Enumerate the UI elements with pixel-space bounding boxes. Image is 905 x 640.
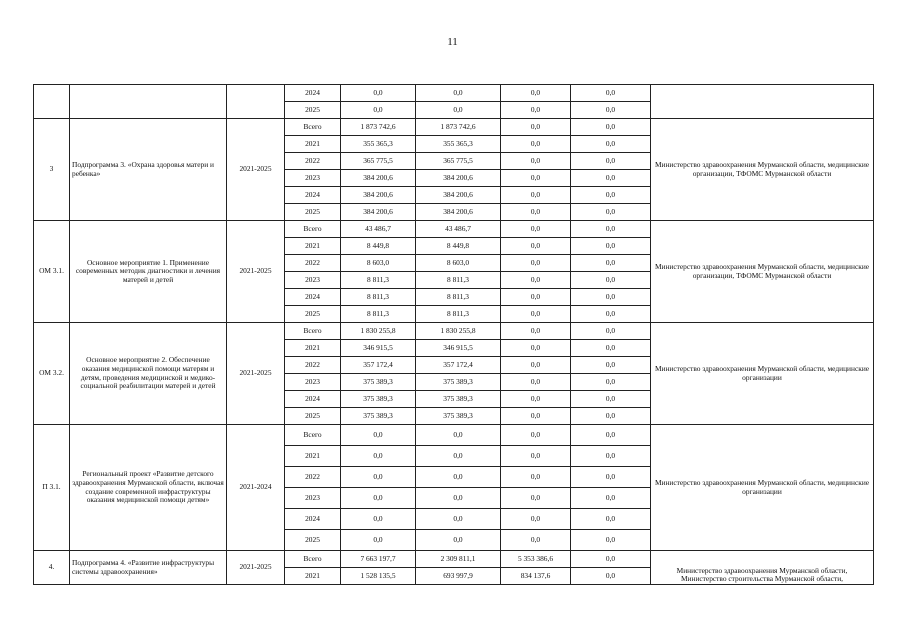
budget-table	[33, 84, 874, 585]
total-cell: 375 389,3	[341, 374, 416, 391]
code-cell: 3	[34, 119, 70, 221]
regional-cell: 357 172,4	[416, 357, 501, 374]
regional-cell: 384 200,6	[416, 170, 501, 187]
federal-cell: 0,0	[501, 509, 571, 530]
total-cell: 1 873 742,6	[341, 119, 416, 136]
other-cell: 0,0	[571, 551, 651, 568]
total-cell: 0,0	[341, 530, 416, 551]
regional-cell: 375 389,3	[416, 374, 501, 391]
regional-cell: 2 309 811,1	[416, 551, 501, 568]
federal-cell: 0,0	[501, 289, 571, 306]
other-cell: 0,0	[571, 488, 651, 509]
regional-cell: 384 200,6	[416, 187, 501, 204]
total-cell: 375 389,3	[341, 391, 416, 408]
total-cell: 0,0	[341, 85, 416, 102]
other-cell: 0,0	[571, 530, 651, 551]
year-cell: 2021	[285, 340, 341, 357]
code-cell: П 3.1.	[34, 425, 70, 551]
other-cell: 0,0	[571, 467, 651, 488]
year-cell: Всего	[285, 425, 341, 446]
total-cell: 375 389,3	[341, 408, 416, 425]
total-cell: 0,0	[341, 488, 416, 509]
table-row	[34, 85, 874, 102]
other-cell: 0,0	[571, 119, 651, 136]
regional-cell: 365 775,5	[416, 153, 501, 170]
total-cell: 0,0	[341, 446, 416, 467]
table-row	[34, 221, 874, 238]
year-cell: 2024	[285, 391, 341, 408]
regional-cell: 8 603,0	[416, 255, 501, 272]
regional-cell: 1 830 255,8	[416, 323, 501, 340]
total-cell: 355 365,3	[341, 136, 416, 153]
federal-cell: 0,0	[501, 170, 571, 187]
code-cell	[34, 85, 70, 119]
year-cell: 2025	[285, 102, 341, 119]
executor-cell: Министерство здравоохранения Мурманской области, медицинские организации, ТФОМС Мурманской области	[651, 119, 874, 221]
other-cell: 0,0	[571, 568, 651, 585]
name-cell: Основное мероприятие 1. Применение современных методик диагностики и лечения матерей и детей	[70, 221, 227, 323]
regional-cell: 0,0	[416, 425, 501, 446]
total-cell: 0,0	[341, 102, 416, 119]
federal-cell: 834 137,6	[501, 568, 571, 585]
other-cell: 0,0	[571, 272, 651, 289]
total-cell: 1 528 135,5	[341, 568, 416, 585]
name-cell: Основное мероприятие 2. Обеспечение оказания медицинской помощи матерям и детям, проведения медицинской и медико-социальной реабилитации матерей и детей	[70, 323, 227, 425]
year-cell: 2021	[285, 568, 341, 585]
other-cell: 0,0	[571, 255, 651, 272]
other-cell: 0,0	[571, 340, 651, 357]
total-cell: 8 449,8	[341, 238, 416, 255]
code-cell: ОМ 3.1.	[34, 221, 70, 323]
other-cell: 0,0	[571, 153, 651, 170]
total-cell: 8 603,0	[341, 255, 416, 272]
total-cell: 0,0	[341, 467, 416, 488]
year-cell: 2025	[285, 408, 341, 425]
executor-cell: Министерство здравоохранения Мурманской области, медицинские организации, ТФОМС Мурманской области	[651, 221, 874, 323]
executor-cell: Министерство здравоохранения Мурманской области, Министерство строительства Мурманской области,	[651, 551, 874, 585]
federal-cell: 0,0	[501, 221, 571, 238]
other-cell: 0,0	[571, 289, 651, 306]
federal-cell: 0,0	[501, 391, 571, 408]
regional-cell: 1 873 742,6	[416, 119, 501, 136]
regional-cell: 375 389,3	[416, 391, 501, 408]
federal-cell: 0,0	[501, 102, 571, 119]
federal-cell: 5 353 386,6	[501, 551, 571, 568]
page-number: 11	[447, 36, 458, 48]
other-cell: 0,0	[571, 357, 651, 374]
regional-cell: 0,0	[416, 85, 501, 102]
regional-cell: 8 449,8	[416, 238, 501, 255]
period-cell: 2021-2025	[227, 221, 285, 323]
regional-cell: 43 486,7	[416, 221, 501, 238]
name-cell: Региональный проект «Развитие детского здравоохранения Мурманской области, включая создание современной инфраструктуры оказания медицинской помощи детям»	[70, 425, 227, 551]
year-cell: 2023	[285, 374, 341, 391]
other-cell: 0,0	[571, 170, 651, 187]
period-cell: 2021-2025	[227, 551, 285, 585]
federal-cell: 0,0	[501, 446, 571, 467]
year-cell: 2024	[285, 289, 341, 306]
executor-cell: Министерство здравоохранения Мурманской области, медицинские организации	[651, 323, 874, 425]
other-cell: 0,0	[571, 425, 651, 446]
federal-cell: 0,0	[501, 408, 571, 425]
period-cell: 2021-2024	[227, 425, 285, 551]
federal-cell: 0,0	[501, 238, 571, 255]
total-cell: 43 486,7	[341, 221, 416, 238]
table-row	[34, 323, 874, 340]
federal-cell: 0,0	[501, 204, 571, 221]
regional-cell: 355 365,3	[416, 136, 501, 153]
table-row	[34, 551, 874, 568]
year-cell: Всего	[285, 221, 341, 238]
total-cell: 1 830 255,8	[341, 323, 416, 340]
year-cell: 2023	[285, 272, 341, 289]
other-cell: 0,0	[571, 204, 651, 221]
other-cell: 0,0	[571, 306, 651, 323]
federal-cell: 0,0	[501, 119, 571, 136]
table-row	[34, 119, 874, 136]
federal-cell: 0,0	[501, 255, 571, 272]
regional-cell: 0,0	[416, 467, 501, 488]
regional-cell: 0,0	[416, 509, 501, 530]
other-cell: 0,0	[571, 408, 651, 425]
other-cell: 0,0	[571, 187, 651, 204]
year-cell: Всего	[285, 323, 341, 340]
federal-cell: 0,0	[501, 467, 571, 488]
year-cell: 2024	[285, 509, 341, 530]
period-cell: 2021-2025	[227, 323, 285, 425]
name-cell: Подпрограмма 3. «Охрана здоровья матери и ребенка»	[70, 119, 227, 221]
regional-cell: 0,0	[416, 446, 501, 467]
total-cell: 384 200,6	[341, 187, 416, 204]
federal-cell: 0,0	[501, 357, 571, 374]
other-cell: 0,0	[571, 374, 651, 391]
year-cell: 2022	[285, 467, 341, 488]
period-cell	[227, 85, 285, 119]
code-cell: ОМ 3.2.	[34, 323, 70, 425]
total-cell: 8 811,3	[341, 289, 416, 306]
total-cell: 384 200,6	[341, 204, 416, 221]
regional-cell: 0,0	[416, 102, 501, 119]
federal-cell: 0,0	[501, 323, 571, 340]
federal-cell: 0,0	[501, 374, 571, 391]
regional-cell: 8 811,3	[416, 272, 501, 289]
federal-cell: 0,0	[501, 85, 571, 102]
year-cell: 2022	[285, 255, 341, 272]
executor-cell	[651, 85, 874, 119]
year-cell: Всего	[285, 551, 341, 568]
year-cell: 2025	[285, 306, 341, 323]
federal-cell: 0,0	[501, 187, 571, 204]
other-cell: 0,0	[571, 85, 651, 102]
year-cell: 2021	[285, 446, 341, 467]
other-cell: 0,0	[571, 391, 651, 408]
name-cell	[70, 85, 227, 119]
executor-cell: Министерство здравоохранения Мурманской области, медицинские организации	[651, 425, 874, 551]
federal-cell: 0,0	[501, 425, 571, 446]
regional-cell: 375 389,3	[416, 408, 501, 425]
total-cell: 346 915,5	[341, 340, 416, 357]
total-cell: 0,0	[341, 425, 416, 446]
federal-cell: 0,0	[501, 530, 571, 551]
code-cell: 4.	[34, 551, 70, 585]
other-cell: 0,0	[571, 238, 651, 255]
year-cell: 2022	[285, 357, 341, 374]
total-cell: 365 775,5	[341, 153, 416, 170]
year-cell: 2025	[285, 204, 341, 221]
regional-cell: 8 811,3	[416, 289, 501, 306]
year-cell: 2024	[285, 187, 341, 204]
year-cell: 2025	[285, 530, 341, 551]
total-cell: 357 172,4	[341, 357, 416, 374]
other-cell: 0,0	[571, 509, 651, 530]
total-cell: 384 200,6	[341, 170, 416, 187]
federal-cell: 0,0	[501, 272, 571, 289]
federal-cell: 0,0	[501, 136, 571, 153]
federal-cell: 0,0	[501, 340, 571, 357]
total-cell: 8 811,3	[341, 306, 416, 323]
year-cell: 2024	[285, 85, 341, 102]
year-cell: 2022	[285, 153, 341, 170]
total-cell: 8 811,3	[341, 272, 416, 289]
year-cell: 2021	[285, 238, 341, 255]
other-cell: 0,0	[571, 323, 651, 340]
federal-cell: 0,0	[501, 488, 571, 509]
other-cell: 0,0	[571, 102, 651, 119]
year-cell: 2023	[285, 170, 341, 187]
federal-cell: 0,0	[501, 306, 571, 323]
year-cell: Всего	[285, 119, 341, 136]
regional-cell: 0,0	[416, 488, 501, 509]
year-cell: 2023	[285, 488, 341, 509]
period-cell: 2021-2025	[227, 119, 285, 221]
total-cell: 7 663 197,7	[341, 551, 416, 568]
regional-cell: 8 811,3	[416, 306, 501, 323]
name-cell: Подпрограмма 4. «Развитие инфраструктуры системы здравоохранения»	[70, 551, 227, 585]
regional-cell: 384 200,6	[416, 204, 501, 221]
other-cell: 0,0	[571, 446, 651, 467]
year-cell: 2021	[285, 136, 341, 153]
federal-cell: 0,0	[501, 153, 571, 170]
table-row	[34, 425, 874, 446]
other-cell: 0,0	[571, 136, 651, 153]
total-cell: 0,0	[341, 509, 416, 530]
regional-cell: 693 997,9	[416, 568, 501, 585]
regional-cell: 346 915,5	[416, 340, 501, 357]
regional-cell: 0,0	[416, 530, 501, 551]
other-cell: 0,0	[571, 221, 651, 238]
